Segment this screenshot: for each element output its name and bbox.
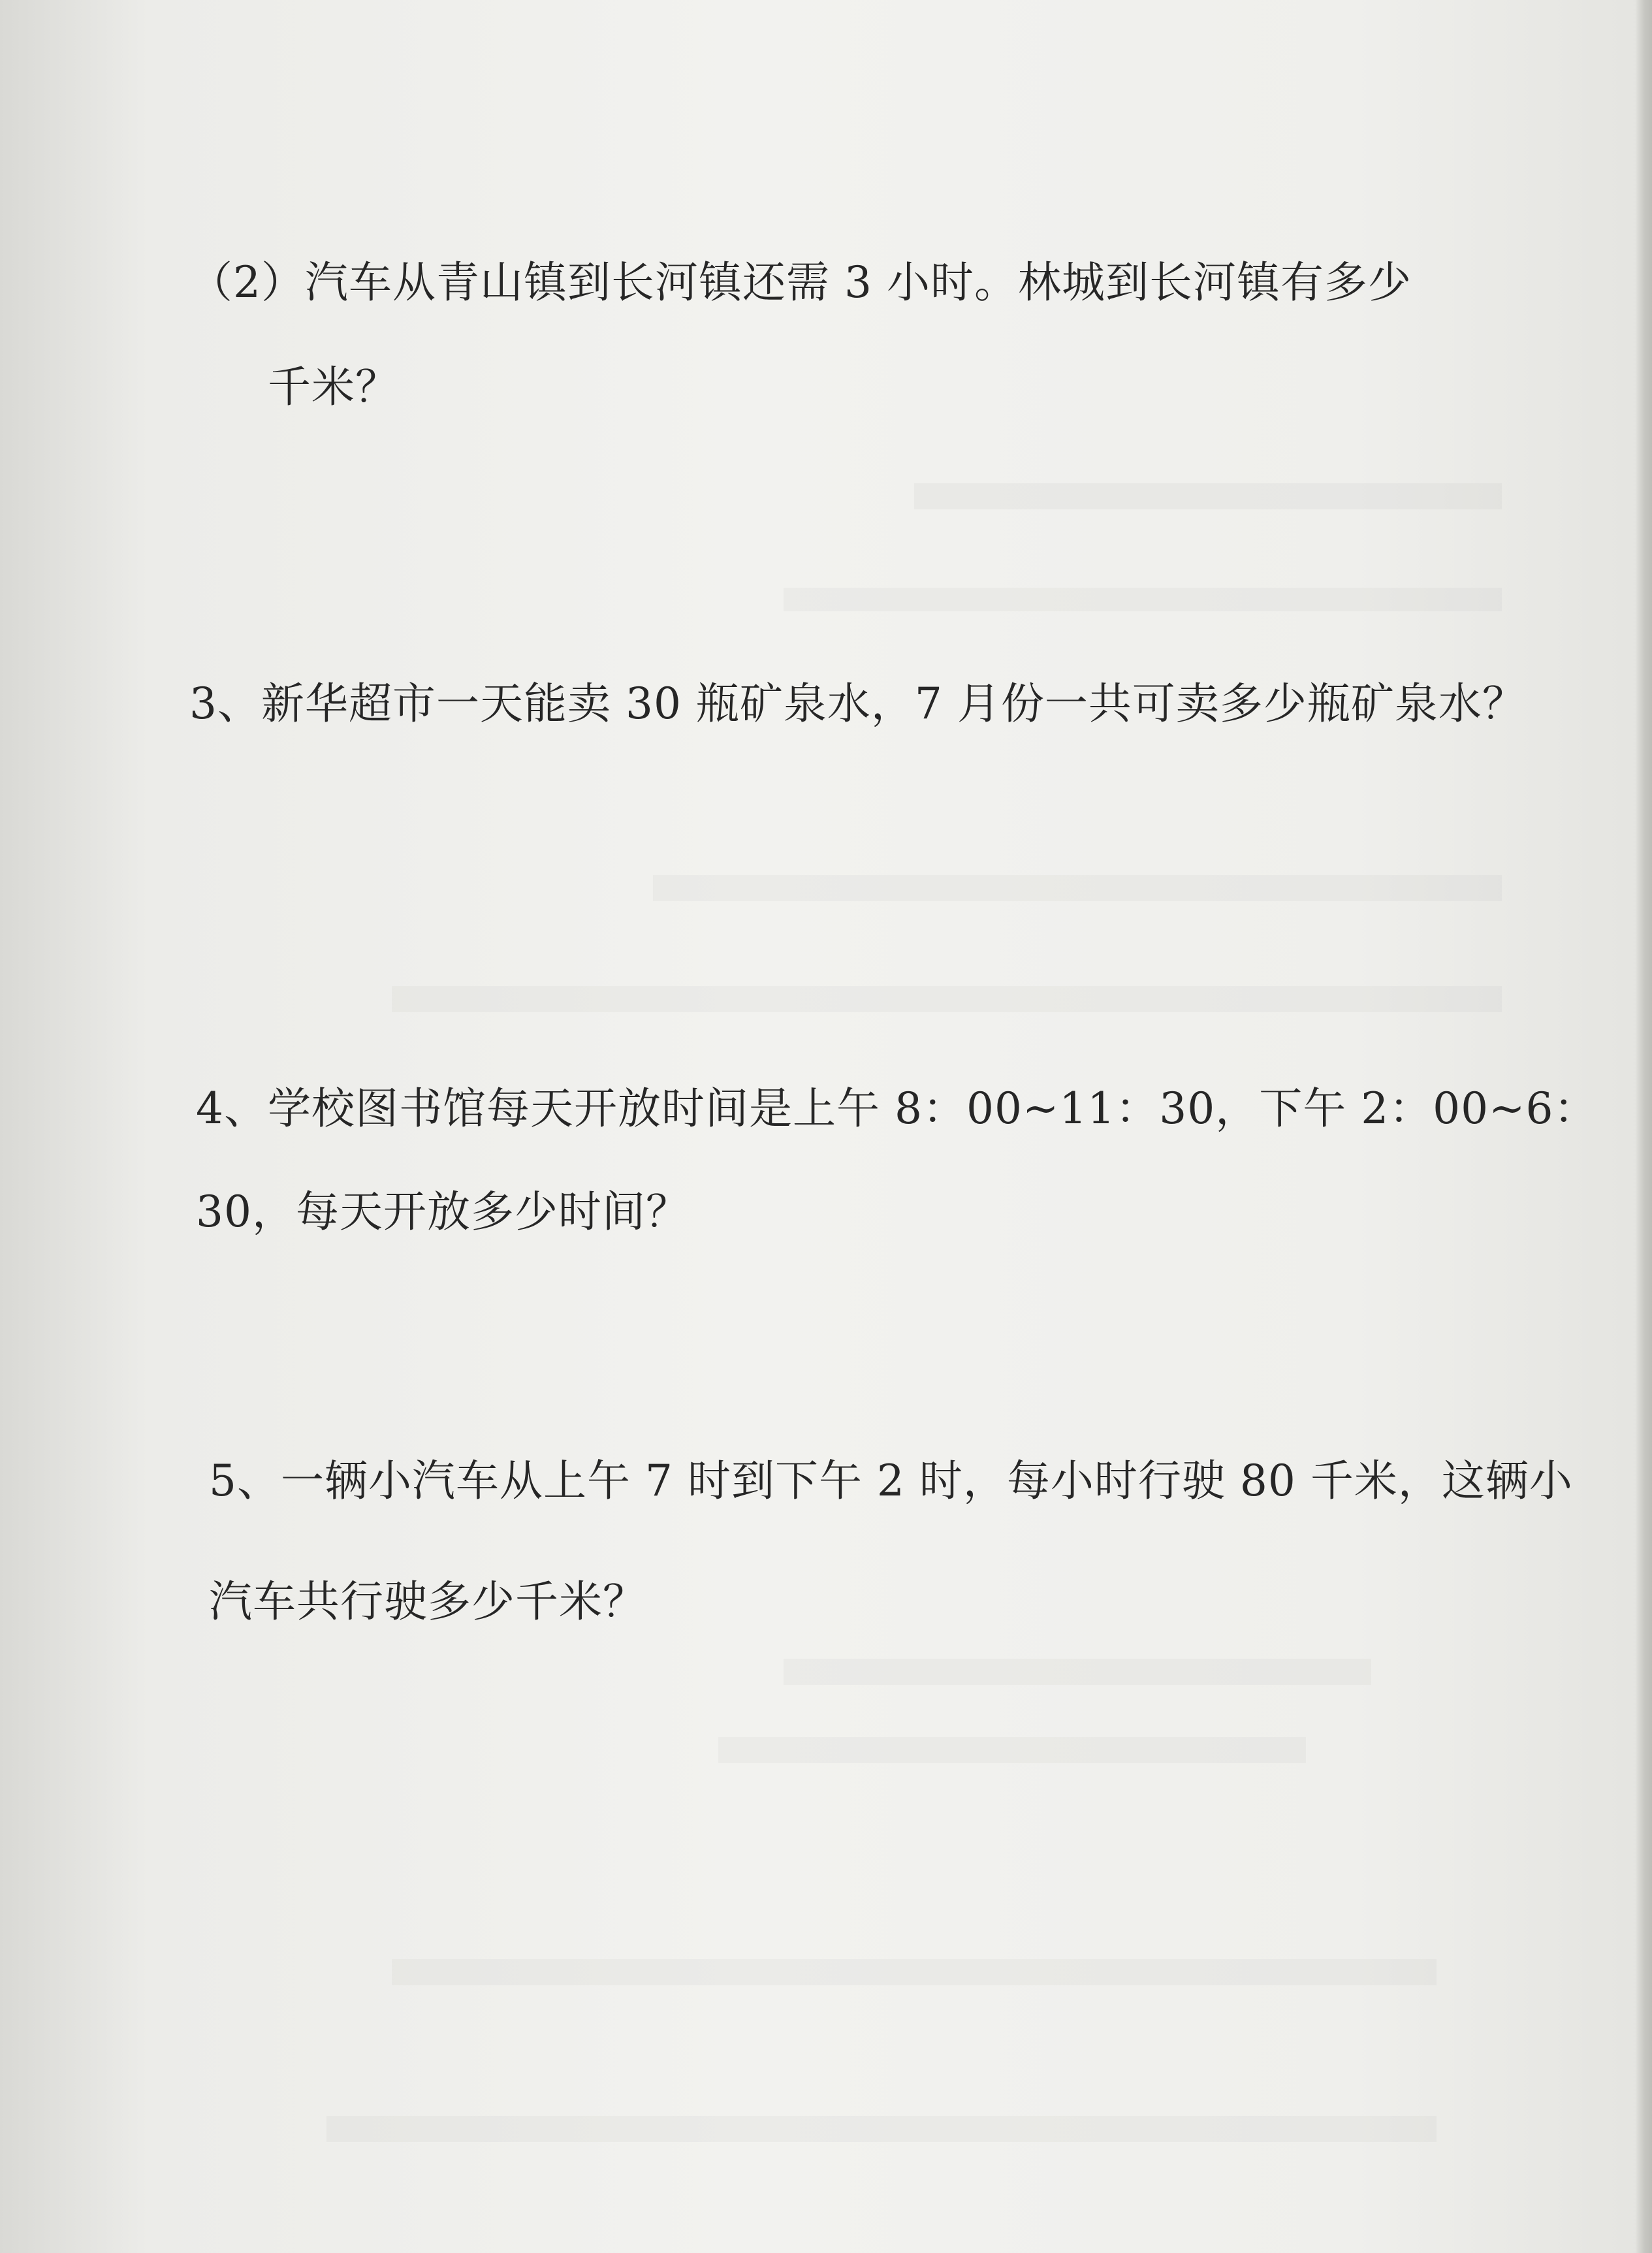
show-through-block-1 <box>914 483 1502 509</box>
show-through-block-3 <box>653 875 1502 901</box>
show-through-block-6 <box>718 1737 1306 1763</box>
question-3-line-1: 3、新华超市一天能卖 30 瓶矿泉水，7 月份一共可卖多少瓶矿泉水？ <box>189 679 1526 729</box>
show-through-block-7 <box>392 1959 1437 1985</box>
paper-edge-shadow <box>1635 0 1652 2253</box>
show-through-block-2 <box>784 588 1502 611</box>
question-2-2-line-2: 千米？ <box>268 362 399 412</box>
question-4-line-1: 4、学校图书馆每天开放时间是上午 8：00~11：30，下午 2：00~6： <box>196 1083 1598 1134</box>
question-5-line-2: 汽车共行驶多少千米？ <box>209 1576 646 1627</box>
question-5-line-1: 5、一辆小汽车从上午 7 时到下午 2 时，每小时行驶 80 千米，这辆小 <box>209 1456 1573 1506</box>
show-through-block-8 <box>326 2116 1437 2142</box>
question-4-line-2: 30，每天开放多少时间？ <box>196 1187 690 1237</box>
show-through-block-5 <box>784 1659 1371 1685</box>
show-through-block-4 <box>392 986 1502 1012</box>
question-2-2-line-1: （2）汽车从青山镇到长河镇还需 3 小时。林城到长河镇有多少 <box>189 257 1412 308</box>
